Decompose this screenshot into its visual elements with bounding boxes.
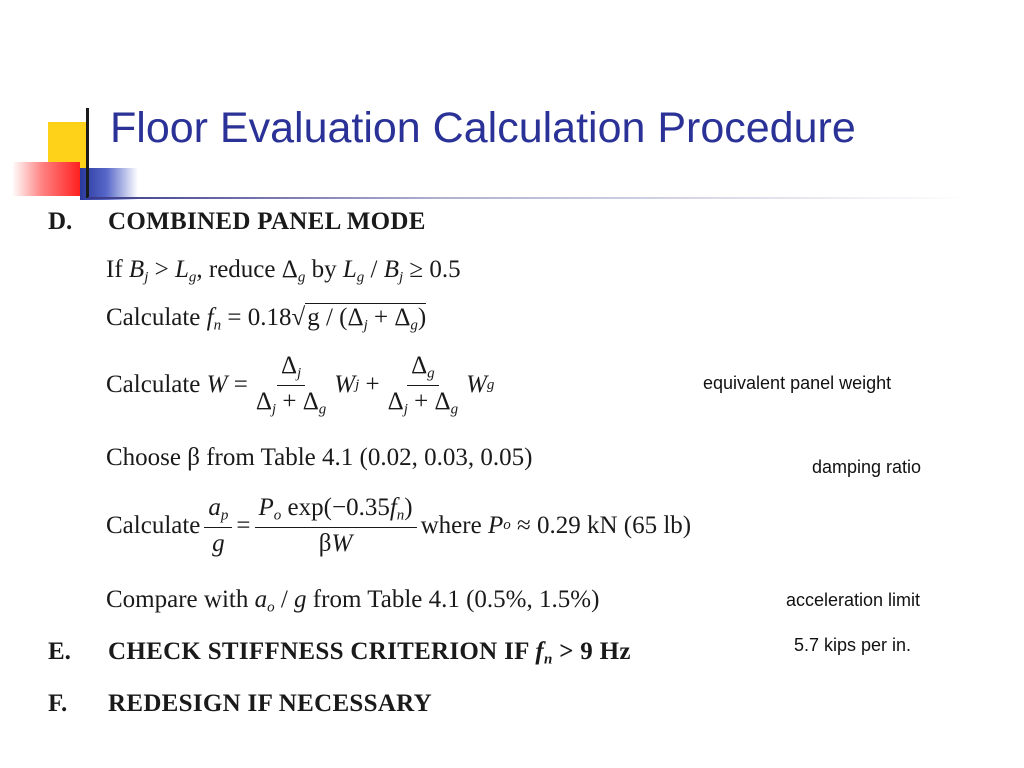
calc-fn-expr: = 0.18 <box>227 304 292 331</box>
compare-prefix: Compare with <box>106 586 249 613</box>
reduce-prefix: If <box>106 256 123 283</box>
section-e-tail: > 9 Hz <box>559 638 631 665</box>
calc-fn-radicand: g / (Δ <box>307 304 364 331</box>
fraction-delta-j: $\frac{\Delta_j}{\Delta_j + \Delta_g}$ <box>255 352 327 417</box>
section-d-letter: D. <box>48 208 73 235</box>
section-f-letter: F. <box>48 690 68 717</box>
slide-title: Floor Evaluation Calculation Procedure <box>110 104 856 152</box>
decor-red-bar <box>12 162 80 196</box>
decor-vertical-line <box>86 108 89 198</box>
note-damping-ratio: damping ratio <box>812 457 922 477</box>
calc-ap-where: where <box>420 511 482 539</box>
decor-title-underline <box>88 197 968 199</box>
section-e-heading-text: CHECK STIFFNESS CRITERION IF <box>108 638 529 665</box>
step-choose-beta: Choose β from Table 4.1 (0.02, 0.03, 0.05) <box>106 444 533 471</box>
section-d-heading: COMBINED PANEL MODE <box>108 208 426 235</box>
section-e-letter: E. <box>48 638 71 665</box>
note-stiffness-value: 5.7 kips per in. <box>794 635 912 655</box>
note-acceleration-limit: acceleration limit <box>786 590 921 610</box>
section-f-heading: REDESIGN IF NECESSARY <box>108 690 433 717</box>
calc-ap-value: ≈ 0.29 kN (65 lb) <box>516 511 692 539</box>
step-calc-fn: Calculate $f_n = 0.18√g / (\Delta_j + \Delta_g)$ <box>106 304 427 334</box>
reduce-mid: , reduce Δ <box>196 256 298 283</box>
calc-fn-prefix: Calculate <box>106 304 201 331</box>
reduce-tail: ≥ 0.5 <box>409 256 461 283</box>
calc-ap-prefix: Calculate <box>106 511 201 539</box>
calc-fn-close: ) <box>417 304 427 331</box>
note-equivalent-panel-weight: equivalent panel weight <box>703 373 892 393</box>
calc-w-prefix: Calculate <box>106 371 201 398</box>
section-e-heading: CHECK STIFFNESS CRITERION IF $f_n > 9$ Hz <box>108 638 631 668</box>
step-calc-ap: Calculate $\frac{a_p}{g}$ = $\frac{P_o \exp(-0.35f_n)}{\beta W}$ where P o ≈ 0.29 kN (65 lb) <box>106 494 692 557</box>
fraction-po-exp: $\frac{P_o \exp(-0.35f_n)}{\beta W}$ <box>255 494 417 558</box>
step-compare: Compare with $a_o$ / g from Table 4.1 (0.5%, 1.5%) <box>106 586 600 616</box>
compare-tail: from Table 4.1 (0.5%, 1.5%) <box>312 586 600 613</box>
fraction-ap-g: $\frac{a_p}{g}$ <box>204 494 232 558</box>
step-calc-w: Calculate W = $\frac{\Delta_j}{\Delta_j + \Delta_g}$ W j + $\frac{\Delta_g}{\Delta_j + \Delta_g}$ W g <box>106 352 495 417</box>
step-reduce-delta: If $B_j > L_g$, reduce $\Delta_g$ by $L_g / B_j \ge 0.5$ <box>106 256 461 286</box>
fraction-delta-g: $\frac{\Delta_g}{\Delta_j + \Delta_g}$ <box>387 352 459 417</box>
